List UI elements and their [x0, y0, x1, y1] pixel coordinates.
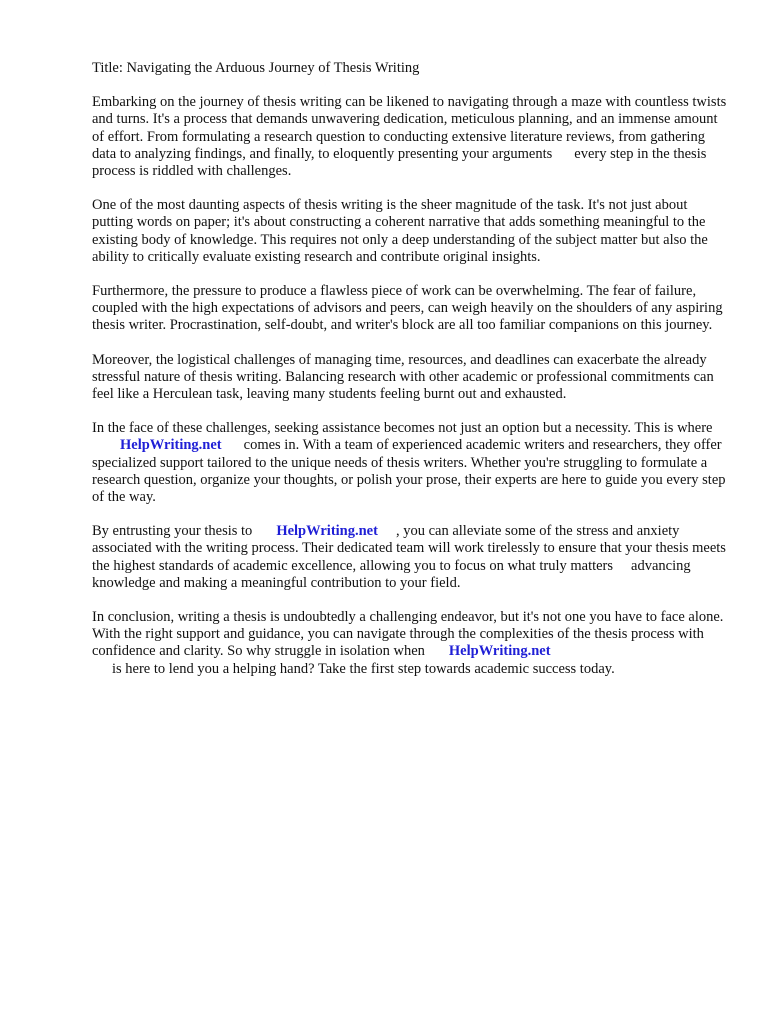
paragraph-entrusting-start: By entrusting your thesis to: [92, 523, 253, 540]
document-title: Title: Navigating the Arduous Journey of Thesis Writing: [92, 60, 420, 76]
paragraph-intro-text: Embarking on the journey of thesis writing can be likened to navigating through a maze with countless twists and turns. It's a process that demands unwavering dedication, meticulous planning, and an immense amount of effort. From formulating a research question to conducting extensive literature reviews, from gathering data to analyzing findings, and finally, to eloquently presenting your arguments: [92, 94, 727, 162]
paragraph-conclusion: [92, 609, 732, 678]
paragraph-intro: [92, 94, 732, 180]
paragraph-magnitude: One of the most daunting aspects of thesis writing is the sheer magnitude of the task. It's not just about putting words on paper; it's about constructing a coherent narrative that adds something meaningful to the existing body of knowledge. This requires not only a deep understanding of the subject matter but also the ability to critically evaluate existing research and contribute original insights.: [92, 197, 708, 265]
paragraph-entrusting-end: advancing knowledge and making a meaningful contribution to your field.: [92, 557, 691, 591]
paragraph-intro-ending: every step in the thesis process is riddled with challenges.: [92, 145, 707, 180]
paragraph-logistics: Moreover, the logistical challenges of managing time, resources, and deadlines can exacerbate the already stressful nature of thesis writing. Balancing research with other academic or professional commitments can feel like a Herculean task, leaving many students feeling burnt out and exhausted.: [92, 351, 714, 403]
paragraph-entrusting-middle: , you can alleviate some of the stress and anxiety associated with the writing process. Their dedicated team will work tirelessly to ensure that your thesis meets the highest standards of academic excellence, allowing you to focus on what truly matters: [92, 523, 726, 574]
paragraph-conclusion-end: is here to lend you a helping hand? Take the first step towards academic success today.: [112, 660, 615, 677]
helpwriting-link[interactable]: HelpWriting.net: [276, 523, 378, 540]
helpwriting-link[interactable]: HelpWriting.net: [120, 437, 222, 454]
paragraph-entrusting: [92, 523, 732, 592]
paragraph-assistance-end: comes in. With a team of experienced academic writers and researchers, they offer specialized support tailored to the unique needs of thesis writers. Whether you're struggling to formulate a research question, organize your thoughts, or polish your prose, their experts are here to guide you every step of the way.: [92, 437, 726, 506]
paragraph-assistance-start: In the face of these challenges, seeking assistance becomes not just an option but a necessity. This is where: [92, 420, 713, 437]
document-page: [92, 60, 732, 695]
paragraph-pressure: Furthermore, the pressure to produce a flawless piece of work can be overwhelming. The fear of failure, coupled with the high expectations of advisors and peers, can weigh heavily on the shoulders of any aspiring thesis writer. Procrastination, self-doubt, and writer's block are all too familiar companions on this journey.: [92, 283, 723, 334]
helpwriting-link[interactable]: HelpWriting.net: [448, 643, 551, 660]
paragraph-conclusion-start: In conclusion, writing a thesis is undoubtedly a challenging endeavor, but it's not one you have to face alone. With the right support and guidance, you can navigate through the complexities of the thesis process with confidence and clarity. So why struggle in isolation when: [92, 609, 724, 660]
paragraph-assistance: [92, 420, 732, 506]
